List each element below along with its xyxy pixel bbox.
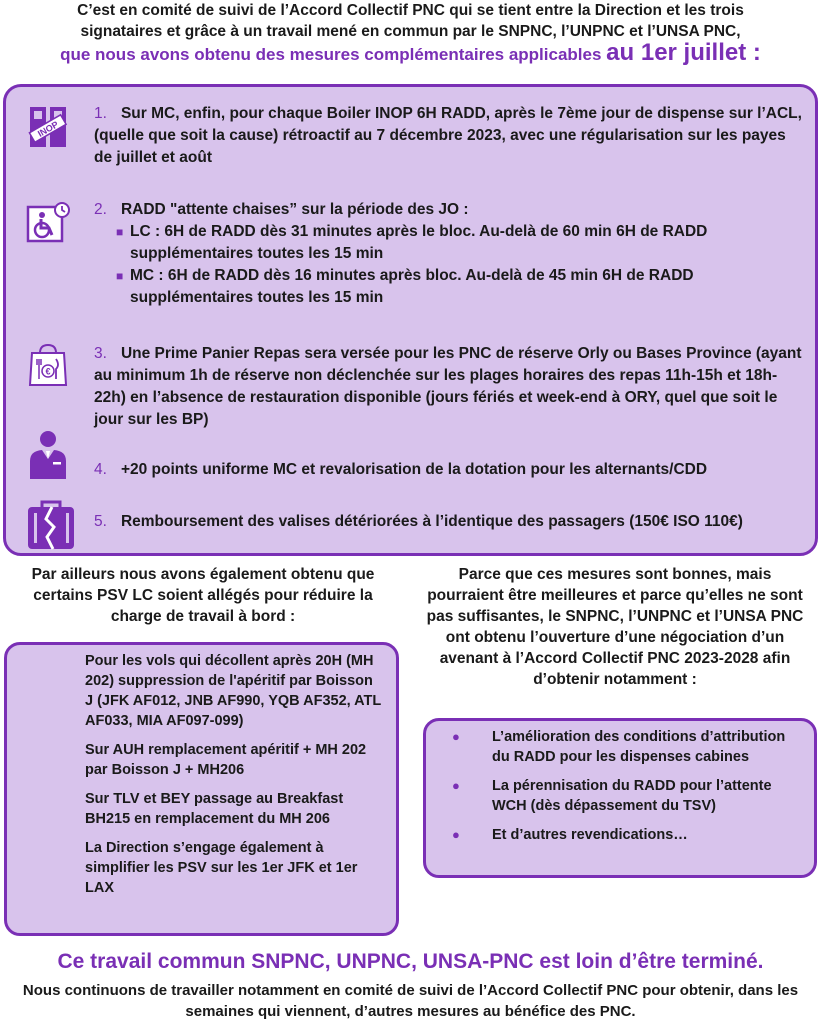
bullet-icon: ● — [452, 778, 460, 793]
list-item-text: La Direction s’engage également à simplifier les PSV sur les 1er JFK et 1er LAX — [85, 840, 358, 896]
psv-list — [85, 651, 384, 898]
measure-item-2 — [26, 199, 806, 319]
measure-2-sub-2 — [116, 265, 806, 309]
intro-line-3 — [10, 39, 811, 66]
list-item-text: Sur TLV et BEY passage au Breakfast BH215 en remplacement du MH 206 — [85, 791, 344, 827]
intro-line-3-text: que nous avons obtenu des mesures complémentaires applicables — [60, 45, 602, 64]
bullet-icon: ● — [452, 729, 460, 744]
svg-text:€: € — [45, 366, 51, 377]
measure-item-4 — [26, 449, 806, 493]
list-item-text: Sur AUH remplacement apéritif + MH 202 par Boisson J + MH206 — [85, 742, 367, 778]
intro-line-1: C’est en comité de suivi de l’Accord Collectif PNC qui se tient entre la Direction et les trois — [77, 2, 744, 19]
measure-2-sub-1-text: LC : 6H de RADD dès 31 minutes après le bloc. Au-delà de 60 min 6H de RADD supplémentaires toutes les 15 min — [130, 223, 708, 262]
svg-text:INOP: INOP — [35, 119, 61, 139]
measure-number-3: 3. — [94, 345, 107, 362]
intro — [10, 0, 811, 65]
measure-text-1 — [94, 103, 806, 169]
list-item — [452, 825, 800, 845]
left-heading: Par ailleurs nous avons également obtenu que certains PSV LC soient allégés pour réduire la charge de travail à bord : — [31, 566, 375, 625]
measure-number-4: 4. — [94, 461, 107, 478]
list-item-text: L’amélioration des conditions d’attribution du RADD pour les dispenses cabines — [492, 729, 786, 765]
list-item — [7, 651, 384, 731]
uniform-person-icon — [26, 429, 70, 473]
measure-item-3 — [26, 343, 806, 435]
meal-bag-icon — [26, 343, 70, 387]
measure-body-5: Remboursement des valises détériorées à l’identique des passagers (150€ ISO 110€) — [120, 513, 743, 530]
list-item-text: Pour les vols qui décollent après 20H (MH 202) suppression de l'apéritif par Boisson J (JFK AF012, JNB AF990, YQB AF352, ATL AF033, MIA AF097-099) — [85, 653, 381, 729]
measure-number-2: 2. — [94, 201, 107, 218]
bullet-icon: ● — [452, 827, 460, 842]
closing-headline: Ce travail commun SNPNC, UNPNC, UNSA-PNC est loin d’être terminé. — [57, 950, 764, 973]
inop-boiler-icon — [26, 105, 70, 149]
measure-2-sub-2-text: MC : 6H de RADD dès 16 minutes après bloc. Au-delà de 45 min 6H de RADD supplémentaires toutes les 15 min — [130, 267, 694, 306]
footer-text: Nous continuons de travailler notamment en comité de suivi de l’Accord Collectif PNC pour obtenir, dans les semaines qui viennent, d’autres mesures au bénéfice des PNC. — [22, 982, 799, 1020]
square-bullet-icon: ■ — [116, 225, 124, 239]
list-item — [452, 776, 800, 816]
measure-item-1 — [26, 103, 806, 173]
list-item — [7, 789, 384, 829]
right-heading: Parce que ces mesures sont bonnes, mais pourraient être meilleures et parce qu’elles ne sont pas suffisantes, le SNPNC, l’UNPNC et l’UNSA PNC ont obtenu l’ouverture d’une négociation d’un avenant à l’Accord Collectif PNC 2023-2028 afin d’obtenir notamment : — [426, 566, 804, 688]
list-item — [7, 838, 384, 898]
measure-body-4: +20 points uniforme MC et revalorisation de la dotation pour les alternants/CDD — [120, 461, 708, 478]
measure-body-2: RADD "attente chaises” sur la période des JO : — [120, 201, 469, 218]
measure-body-3: Une Prime Panier Repas sera versée pour les PNC de réserve Orly ou Bases Province (ayant au minimum 1h de réserve non déclenchée sur les plages horaires des repas 11h-15h et 18h-22h) en l’absence de restauration disponible (jours fériés et week-end à ORY, quel que soit le jour sur les BP) — [94, 345, 802, 428]
measure-text-2 — [94, 199, 806, 309]
list-item — [452, 727, 800, 767]
measure-item-5 — [26, 499, 806, 549]
wheelchair-waiting-icon — [26, 201, 70, 245]
intro-line-2: signataires et grâce à un travail mené en commun par le SNPNC, l’UNPNC et l’UNSA PNC, — [80, 23, 741, 40]
negotiation-list — [452, 727, 800, 845]
psv-box — [4, 642, 399, 936]
square-bullet-icon: ■ — [116, 269, 124, 283]
measure-text-4 — [94, 459, 806, 481]
negotiation-box — [423, 718, 817, 878]
measure-number-1: 1. — [94, 105, 107, 122]
measure-2-sub-1 — [116, 221, 806, 265]
list-item-text: La pérennisation du RADD pour l’attente WCH (dès dépassement du TSV) — [492, 778, 772, 814]
list-item-text: Et d’autres revendications… — [492, 827, 688, 843]
list-item — [7, 740, 384, 780]
broken-suitcase-icon — [26, 499, 70, 543]
measures-box — [3, 84, 818, 556]
intro-date: au 1er juillet : — [606, 39, 761, 66]
measure-body-1: Sur MC, enfin, pour chaque Boiler INOP 6H RADD, après le 7ème jour de dispense sur l’ACL, (quelle que soit la cause) rétroactif au 7 décembre 2023, avec une régularisation sur les payes de juillet et août — [94, 105, 802, 166]
measure-text-3 — [94, 343, 806, 431]
measure-text-5 — [94, 511, 806, 533]
measure-number-5: 5. — [94, 513, 107, 530]
